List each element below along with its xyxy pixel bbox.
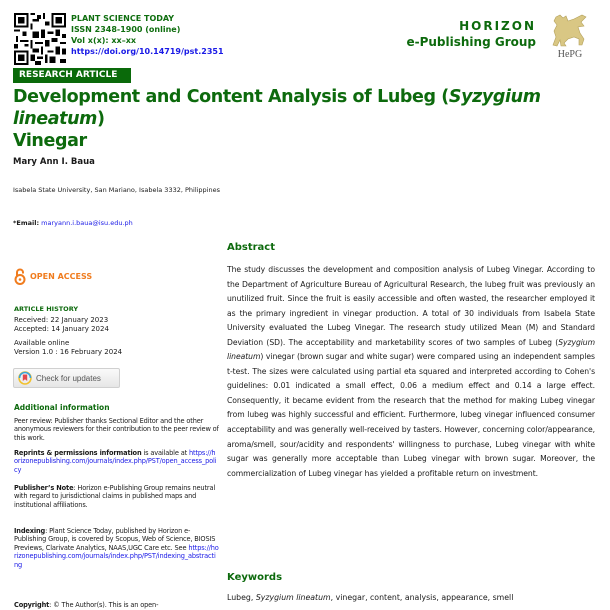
article-title (13, 86, 603, 152)
keywords-list (227, 593, 513, 602)
check-for-updates-label: Check for updates (36, 373, 101, 383)
title-line2: Vinegar (13, 131, 87, 151)
email-link[interactable]: maryann.i.baua@isu.edu.ph (41, 219, 133, 227)
additional-info-heading: Additional information (14, 403, 110, 412)
publisher-subtitle: e-Publishing Group (406, 35, 536, 49)
author-name: Mary Ann I. Baua (13, 157, 95, 167)
author-affiliation: Isabela State University, San Mariano, Isabela 3332, Philippines (13, 186, 220, 194)
abstract-body (227, 263, 595, 481)
title-part2: ) (97, 109, 105, 129)
article-history-heading: ARTICLE HISTORY (14, 305, 79, 313)
abstract-text-1: The study discusses the development and composition analysis of Lubeg Vinegar. According to the Department of Agriculture Bureau of Agricultural Research, the lubeg fruit was previously an unutilized fruit. Since the fruit is easily accessible and often wasted, the researcher employed it as the primary ingredient in vinegar production. A total of 30 individuals from Isabela State University evaluated the Lubeg Vinegar. The research study utilized Mean (M) and Standard Deviation (SD). The acceptability and marketability scores of two samples of Lubeg ( (227, 265, 595, 347)
hepg-lion-logo (548, 13, 592, 59)
reprints-text: is available at (141, 449, 189, 457)
publisher-note-label: Publisher’s Note (14, 484, 74, 492)
indexing-note (14, 527, 219, 569)
reprints-note (14, 449, 219, 474)
abstract-heading: Abstract (227, 242, 276, 253)
keyword-species: Syzygium lineatum (255, 593, 331, 602)
doi-link[interactable]: https://doi.org/10.14719/pst.2351 (71, 47, 224, 56)
reprints-link[interactable]: https://horizonepublishing.com/journals/index.php/PST/open_access_policy (14, 449, 217, 474)
abstract-species: Syzygium lineatum (227, 337, 595, 362)
open-lock-icon (14, 268, 26, 285)
indexing-text: : Plant Science Today, published by Horizon e-Publishing Group, is covered by Scopus, Web of Science, BIOSIS Previews, Clarivate Analytics, NAAS,UGC Care etc. See (14, 527, 216, 552)
indexing-link[interactable]: https://horizonepublishing.com/journals/index.php/PST/indexing_abstracting (14, 543, 219, 569)
crossmark-icon (18, 371, 32, 385)
publisher-name: HORIZON (459, 19, 536, 33)
copyright-note (14, 601, 219, 609)
copyright-text: : © The Author(s). This is an open- (49, 601, 159, 609)
article-type-badge: RESEARCH ARTICLE (13, 68, 131, 83)
check-for-updates-button[interactable] (13, 368, 120, 388)
journal-name: PLANT SCIENCE TODAY (71, 14, 175, 23)
keywords-rest: , vinegar, content, analysis, appearance, smell (330, 593, 514, 602)
title-species: Syzygium lineatum (13, 87, 541, 129)
copyright-label: Copyright (14, 601, 50, 609)
received-date: Received: 22 January 2023 (14, 316, 109, 324)
corresponding-email (13, 219, 133, 227)
journal-volume: Vol x(x): xx–xx (71, 36, 137, 45)
qr-code (14, 13, 66, 65)
publisher-note-text: : Horizon e-Publishing Group remains neutral with regard to jurisdictional claims in published maps and institutional affiliations. (14, 484, 216, 509)
open-access-badge (14, 268, 92, 285)
abstract-text-2: ) vinegar (brown sugar and white sugar) were compared using an independent samples t-test. The sizes were calculated using partial eta squared and interpreted according to Cohen's guidelines: 0.01 indicated a small effect, 0.06 a medium effect and 0.14 a large effect. Consequently, it became evident from the research that the method for making Lubeg vinegar from lubeg was highly successful and efficient. Furthermore, lubeg vinegar influenced consumer acceptability and was generally well-received by tasters. However, concerning color/appearance, aroma/smell, sour/acidity and respondents' willingness to purchase, Lubeg vinegar with white sugar was generally more acceptable than Lubeg vinegar with brown sugar. Moreover, the commercialization of Lubeg vinegar has yielded a profitable return on investment. (227, 352, 595, 478)
peer-review-note: Peer review: Publisher thanks Sectional Editor and the other anonymous reviewers for their contribution to the peer review of this work. (14, 417, 219, 442)
accepted-date: Accepted: 14 January 2024 (14, 325, 109, 333)
publisher-note (14, 484, 219, 509)
keywords-heading: Keywords (227, 572, 283, 583)
email-label: *Email: (13, 219, 40, 227)
reprints-label: Reprints & permissions information (14, 449, 142, 457)
hepg-logo-text: HePG (557, 49, 583, 59)
open-access-label: OPEN ACCESS (30, 272, 93, 281)
version-date: Version 1.0 : 16 February 2024 (14, 348, 123, 356)
keyword-first: Lubeg, (227, 593, 256, 602)
available-online: Available online (14, 339, 70, 347)
title-part1: Development and Content Analysis of Lubeg ( (13, 87, 449, 107)
journal-issn: ISSN 2348-1900 (online) (71, 25, 181, 34)
indexing-label: Indexing (14, 527, 46, 535)
